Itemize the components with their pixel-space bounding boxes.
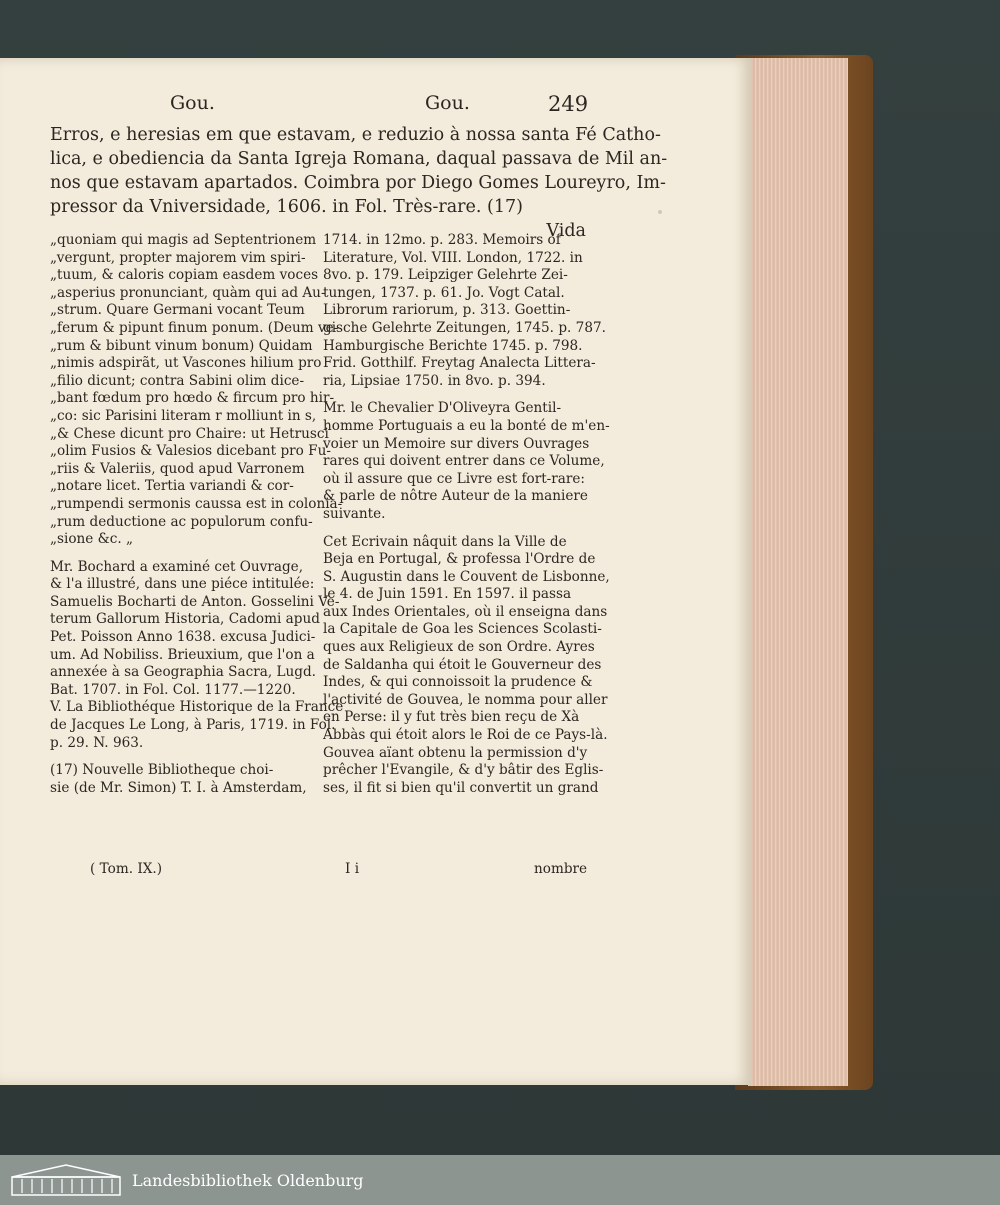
text-line: „strum. Quare Germani vocant Teum: [50, 302, 305, 319]
text-line: Cet Ecrivain nâquit dans la Ville de: [323, 533, 567, 550]
page-number: 249: [548, 92, 589, 116]
catchword-bottom: nombre: [534, 861, 588, 877]
text-line: Frid. Gotthilf. Freytag Analecta Littera-: [323, 355, 596, 372]
text-line: en Perse: il y fut très bien reçu de Xà: [323, 709, 580, 726]
text-line: prêcher l'Evangile, & d'y bâtir des Eglis-: [323, 762, 604, 779]
text-line: S. Augustin dans le Couvent de Lisbonne,: [323, 568, 610, 585]
text-line: „rum deductione ac populorum confu-: [50, 513, 313, 530]
catchword-top: Vida: [546, 221, 586, 241]
title-line: Erros, e heresias em que estavam, e reduzio à nossa santa Fé Catho-: [50, 125, 661, 145]
text-line: sie (de Mr. Simon) T. I. à Amsterdam,: [50, 779, 307, 796]
text-line: terum Gallorum Historia, Cadomi apud: [50, 611, 320, 628]
text-line: où il assure que ce Livre est fort-rare:: [323, 470, 585, 487]
text-line: suivante.: [323, 505, 386, 522]
text-line: la Capitale de Goa les Sciences Scolasti-: [323, 621, 602, 638]
text-line: „notare licet. Tertia variandi & cor-: [50, 478, 294, 495]
text-line: „co: sic Parisini literam r molliunt in s,: [50, 407, 317, 424]
text-line: „olim Fusios & Valesios dicebant pro Fu-: [50, 443, 331, 460]
text-line: l'activité de Gouvea, le nomma pour aller: [323, 691, 608, 708]
text-line: „sione &c. „: [50, 531, 134, 548]
text-line: „rumpendi sermonis caussa est in colonia-: [50, 495, 343, 512]
text-line: „quoniam qui magis ad Septentrionem: [50, 232, 317, 248]
text-line: de Saldanha qui étoit le Gouverneur des: [323, 656, 602, 673]
text-line: „& Chese dicunt pro Chaire: ut Hetrusci: [50, 425, 329, 442]
text-line: „ferum & pipunt finum ponum. (Deum ve-: [50, 319, 339, 336]
text-line: Abbàs qui étoit alors le Roi de ce Pays-là.: [323, 727, 608, 744]
text-line: Beja en Portugal, & professa l'Ordre de: [323, 551, 596, 568]
gathering-signature: I i: [345, 861, 360, 877]
text-line: de Jacques Le Long, à Paris, 1719. in Fol.: [50, 717, 336, 734]
text-line: Pet. Poisson Anno 1638. excusa Judici-: [50, 629, 316, 646]
text-line: „bant fœdum pro hœdo & fircum pro hir-: [50, 390, 335, 407]
text-line: ses, il fit si bien qu'il convertit un grand: [323, 779, 599, 796]
volume-signature: ( Tom. IX.): [90, 861, 163, 877]
text-line: Gouvea aïant obtenu la permission d'y: [323, 744, 588, 761]
text-line: Mr. Bochard a examiné cet Ouvrage,: [50, 558, 304, 575]
text-line: tungen, 1737. p. 61. Jo. Vogt Catal.: [323, 284, 565, 301]
header-center: Gou.: [425, 92, 470, 114]
title-line: pressor da Vniversidade, 1606. in Fol. Très-rare. (17): [50, 197, 523, 217]
text-line: le 4. de Juin 1591. En 1597. il passa: [323, 586, 572, 603]
text-line: „vergunt, propter majorem vim spiri-: [50, 249, 306, 266]
paragraph-gap: [50, 549, 312, 559]
paper-speck: [658, 210, 662, 214]
paragraph-gap: [323, 390, 585, 400]
left-column: [50, 232, 344, 797]
library-building-logo-icon: [10, 1163, 122, 1197]
text-line: „asperius pronunciant, quàm qui ad Au-: [50, 284, 326, 301]
text-line: Hamburgische Berichte 1745. p. 798.: [323, 337, 583, 354]
text-line: ria, Lipsiae 1750. in 8vo. p. 394.: [323, 372, 546, 389]
page-edges: [748, 58, 848, 1086]
text-line: rares qui doivent entrer dans ce Volume,: [323, 453, 605, 470]
text-line: p. 29. N. 963.: [50, 734, 144, 751]
text-line: „riis & Valeriis, quod apud Varronem: [50, 460, 305, 477]
text-line: & l'a illustré, dans une piéce intitulée:: [50, 576, 315, 593]
text-line: 1714. in 12mo. p. 283. Memoirs of: [323, 232, 561, 248]
library-name: Landesbibliothek Oldenburg: [132, 1170, 364, 1190]
text-line: & parle de nôtre Auteur de la maniere: [323, 488, 588, 505]
text-line: aux Indes Orientales, où il enseigna dans: [323, 603, 608, 620]
text-line: Librorum rariorum, p. 313. Goettin-: [323, 302, 571, 319]
title-block: [50, 123, 668, 243]
right-column: [323, 232, 610, 797]
text-line: um. Ad Nobiliss. Brieuxium, que l'on a: [50, 646, 315, 663]
title-line: nos que estavam apartados. Coimbra por Diego Gomes Loureyro, Im-: [50, 173, 666, 193]
text-line: „rum & bibunt vinum bonum) Quidam: [50, 337, 313, 354]
text-line: „nimis adspirãt, ut Vascones hilium pro: [50, 355, 322, 372]
footer-bar: [0, 1155, 1000, 1205]
paragraph-gap: [50, 752, 312, 762]
text-line: 8vo. p. 179. Leipziger Gelehrte Zei-: [323, 267, 568, 284]
text-line: Literature, Vol. VIII. London, 1722. in: [323, 249, 583, 266]
text-line: ques aux Religieux de son Ordre. Ayres: [323, 639, 595, 656]
running-header: [0, 92, 752, 122]
text-line: (17) Nouvelle Bibliotheque choi-: [50, 762, 274, 779]
text-line: „filio dicunt; contra Sabini olim dice-: [50, 372, 305, 389]
text-line: „tuum, & caloris copiam easdem voces: [50, 267, 319, 284]
text-line: Mr. le Chevalier D'Oliveyra Gentil-: [323, 400, 562, 417]
text-line: Indes, & qui connoissoit la prudence &: [323, 674, 593, 691]
paragraph-gap: [323, 524, 585, 534]
text-line: V. La Bibliothéque Historique de la France: [50, 699, 344, 716]
text-line: Samuelis Bocharti de Anton. Gosselini Ve-: [50, 593, 340, 610]
text-line: Bat. 1707. in Fol. Col. 1177.—1220.: [50, 681, 296, 698]
text-line: homme Portuguais a eu la bonté de m'en-: [323, 417, 610, 434]
text-line: gische Gelehrte Zeitungen, 1745. p. 787.: [323, 319, 606, 336]
header-left: Gou.: [170, 92, 215, 114]
text-line: annexée à sa Geographia Sacra, Lugd.: [50, 664, 316, 681]
text-line: voier un Memoire sur divers Ouvrages: [323, 435, 590, 452]
title-line: lica, e obediencia da Santa Igreja Romana, daqual passava de Mil an-: [50, 149, 668, 169]
